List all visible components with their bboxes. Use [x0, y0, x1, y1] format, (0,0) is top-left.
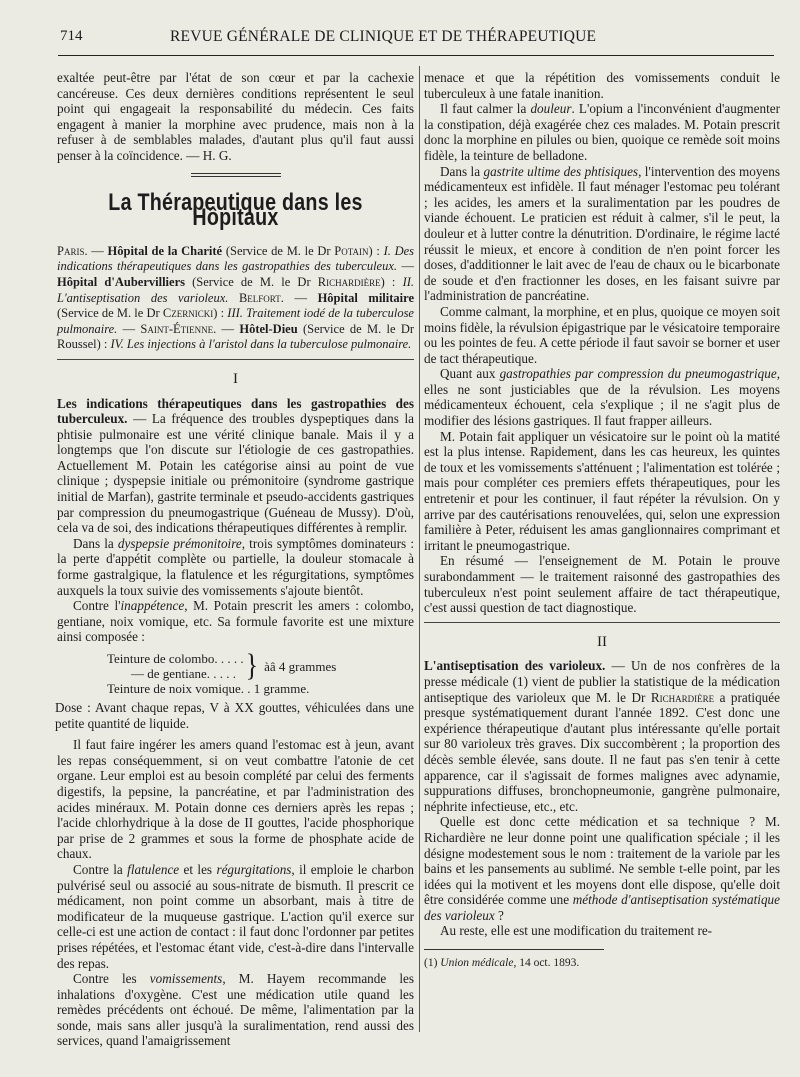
subsection-title-2: L'antiseptisation des varioleux.: [424, 658, 606, 674]
column-divider: [419, 66, 420, 1032]
running-title: REVUE GÉNÉRALE DE CLINIQUE ET DE THÉRAPEUTIQUE: [170, 28, 597, 45]
r8-text-b: a pratiquée presque systématiquement durant l'année 1892. C'est donc une expérience thérapeutique d'autant plus intéressante qu'elle portait sur 80 varioleux très graves. Dix succombèrent ; la proportion des décès semble élevée, sans doute. Il ne faut pas s'en tenir à cette apparence, car il s'agissait de formes malignes avec adynamie, suppurations diffuses, bronchopneumonie, gangrène pulmonaire, néphrite infectieuse, etc., etc.: [424, 689, 780, 814]
p3-text-a: Contre l': [73, 598, 121, 614]
paragraph-4: Il faut faire ingérer les amers quand l'estomac est à jeun, avant les repas conséquemment, si on veut combattre l'atonie de cet organe. Leur emploi est au besoin complété par celui des ferments digestifs, la pepsine, la pancréatine, et par l'administration des acides minéraux. M. Potain donne ces derniers après les repas ; l'acide chlorhydrique à la dose de II gouttes, l'acide phosphorique par prise de 2 grammes et sous la forme de phosphate acide de chaux.: [57, 737, 414, 862]
p2-text-b: , trois symptômes dominateurs : la perte d'appétit complète ou partielle, la douleur stomacale à forme gastralgique, la flatulence et les régurgitations, symptômes auxquels la toux suivie des vomissements s'ajoute bientôt.: [57, 535, 414, 598]
summary-item-4: IV. Les injections à l'aristol dans la tuberculose pulmonaire.: [110, 337, 412, 352]
p5-text-a: Contre la: [73, 861, 128, 877]
hospital-summary: Paris. — Hôpital de la Charité (Service de M. le Dr Potain) : I. Des indications thérapeutiques dans les gastropathies des tuberculeux. — Hôpital d'Aubervilliers (Service de M. le Dr Richardière) : II. L'antiseptisation des varioleux. Belfort. — Hôpital militaire (Service de M. le Dr Czernicki) : III. Traitement iodé de la tuberculose pulmonaire. — Saint-Étienne. — Hôtel-Dieu (Service de M. le Dr Roussel) : IV. Les injections à l'aristol dans la tuberculose pulmonaire.: [57, 243, 415, 352]
footnote-date: , 14 oct. 1893.: [513, 957, 580, 970]
r3-text-a: Dans la: [440, 163, 484, 179]
paragraph-2: [57, 536, 414, 598]
footnote: [424, 956, 780, 972]
page-header: [60, 26, 772, 52]
p2-text-a: Dans la: [73, 535, 118, 551]
subsection-title-1: Les indications thérapeutiques dans les gastropathies des tuberculeux.: [57, 395, 414, 427]
footnote-rule: [424, 949, 604, 950]
service-militaire: (Service de M. le Dr: [57, 306, 160, 321]
brace-icon: }: [245, 648, 259, 683]
right-paragraph-4: Comme calmant, la morphine, et en plus, quoique ce moyen soit moins fidèle, la révulsion épigastrique par le vésicatoire temporaire ou les pointes de feu. A cette période il faut savoir se borner et user de tact thérapeutique.: [424, 303, 780, 366]
summary-item-2: II. L'antiseptisation des varioleux.: [57, 274, 415, 305]
r9-text-b: ?: [494, 907, 504, 923]
p5-text-m: et les: [179, 861, 217, 877]
footnote-source: Union médicale: [440, 957, 514, 970]
right-paragraph-1: menace et que la répétition des vomissements conduit le tuberculeux à une fatale inanition.: [424, 70, 780, 101]
paragraph-6: [57, 971, 414, 1049]
hospital-aubervilliers: Hôpital d'Aubervilliers: [57, 274, 185, 289]
formula-dose-note: Dose : Avant chaque repas, V à XX gouttes, véhiculées dans une petite quantité de liquide.: [55, 700, 414, 731]
city-belfort: Belfort.: [238, 290, 284, 305]
hospital-charite: Hôpital de la Charité: [107, 243, 223, 258]
p6-italic: vomissements: [149, 971, 223, 987]
section-number-1: I: [233, 370, 238, 387]
section-number-2: II: [597, 633, 607, 650]
r3-text-b: , l'intervention des moyens médicamenteux est infidèle. Il faut ménager l'estomac peu tolérant ; les acides, les amers et la suralimentation par les poudres de viande échouent. Le praticien est réduit à calmer, s'il le peut, la douleur et à lutter contre la dénutrition. D'ordinaire, le régime lacté réussit le mieux, et encore à condition de n'en point forcer les doses, d'additionner le lait avec de l'eau de chaux ou le bicarbonate de soude et d'en fractionner les doses, en les faisant suivre par l'administration de pancréatine.: [424, 163, 780, 304]
right-section-rule: [424, 622, 780, 623]
right-column: [424, 70, 780, 972]
p3-italic: inappétence: [120, 598, 185, 614]
hospital-militaire: Hôpital militaire: [317, 290, 415, 305]
right-paragraph-3: [424, 164, 780, 304]
summary-rule: [57, 359, 414, 360]
r2-text-a: Il faut calmer la: [440, 101, 531, 117]
footnote-number: (1): [424, 957, 438, 970]
prescription-formula: [107, 648, 414, 696]
formula-line-1: Teinture de colombo. . . . .: [107, 651, 244, 666]
paragraph-1-text: — La fréquence des troubles dyspeptiques dans la phtisie pulmonaire est une vérité clinique banale. Mais il y a longtemps que l'on discute sur l'étiologie de ces gastropathies. Actuellement M. Potain les catégorise ainsi au point de vue clinique ; dyspepsie initiale ou prémonitoire (syndrome gastrique initial de Marfan), gastrite terminale et pseudo-accidents gastriques par compression du pneumogastrique (Guéneau de Mussy). D'où, cela va de soi, des indications thérapeutiques différentes à remplir.: [57, 411, 414, 536]
intro-paragraph: exaltée peut-être par l'état de son cœur et par la cachexie cancéreuse. Ces deux dernières conditions représentent le seul point qui engageait la responsabilité du médecin. Ces faits engagent à manier la morphine avec prudence, mais non à la refuser à de semblables malades, d'autant plus qu'il faut aussi penser à la coïncidence. — H. G.: [57, 70, 414, 163]
double-rule: [191, 173, 281, 177]
p3-text-b: , M. Potain prescrit les amers : colombo, gentiane, noix vomique, etc. Sa formule favorite est une mixture ainsi composée :: [57, 598, 414, 645]
right-paragraph-9: [424, 814, 780, 923]
city-saint-etienne: Saint-Étienne.: [140, 321, 217, 336]
r8-text-a: — Un de nos confrères de la presse médicale (1) vient de publier la statistique de la médication antiseptique des varioleux que M. le Dr: [424, 658, 781, 705]
left-column: [57, 70, 414, 1049]
r3-italic: gastrite ultime des phtisiques: [483, 163, 639, 179]
summary-item-1: I. Des indications thérapeutiques dans les gastropathies des tuberculeux.: [57, 243, 415, 274]
formula-dose: àâ 4 grammes: [264, 658, 337, 674]
p6-text-a: Contre les: [73, 971, 150, 987]
right-paragraph-7: En résumé — l'enseignement de M. Potain le prouve surabondamment — le traitement raisonné des gastropathies des tuberculeux n'est point seulement affaire de tact thérapeutique, c'est aussi question de tact diagnostique.: [424, 553, 780, 616]
p5-italic-2: régurgitations: [216, 861, 292, 877]
doctor-potain: Potain: [334, 243, 369, 258]
formula-group: [107, 648, 414, 683]
r5-italic: gastropathies par compression du pneumogastrique: [499, 366, 777, 382]
r5-text-a: Quant aux: [440, 366, 500, 382]
r5-text-b: , elles ne sont justiciables que de la révulsion. Les moyens médicamenteux échouent, cela s'explique ; il ne s'agit plus de modifier des lésions gastriques. Il faut frapper ailleurs.: [424, 366, 780, 429]
p5-italic-1: flatulence: [127, 861, 180, 877]
r9-text: Quelle est donc cette médication et sa technique ? M. Richardière ne leur donne point une qualification spéciale ; il les désigne modestement sous le nom : traitement de la variole par les bains et les pansements au sublimé. Ne semble t-elle point, par les idées qui la motivent et les moyens dont elle dispose, qu'elle doit être considérée comme une: [424, 814, 780, 908]
right-paragraph-2: [424, 101, 780, 163]
paragraph-3: [57, 598, 414, 645]
p6-text-b: , M. Hayem recommande les inhalations d'oxygène. C'est une médication utile quand les remèdes précédents ont échoué. De même, l'alimentation par la sonde, mais sans aller jusqu'à la suralimentation, rend aussi des services, quand l'amaigrissement: [57, 971, 414, 1049]
formula-line-3: Teinture de noix vomique. . 1 gramme.: [107, 681, 310, 696]
city-paris: Paris.: [57, 243, 88, 258]
right-paragraph-6: M. Potain fait appliquer un vésicatoire sur le point où la matité est la plus intense. Rapidement, dans les cas heureux, les quintes de toux et les vomissements s'atténuent ; l'alimentation est tolérée ; mais pour compléter ces premiers effets thérapeutiques, pour les entretenir et pour les continuer, il faut répéter la révulsion. On y arrive par des cautérisations renouvelées, qui, selon une expression familière à Peter, réduisent les amas ganglionnaires comprimant et irritant le pneumogastrique.: [424, 428, 780, 553]
r8-doctor: Richardière: [650, 689, 715, 705]
header-rule: [58, 55, 774, 56]
service-aubervilliers: (Service de M. le Dr: [192, 274, 311, 289]
doctor-czernicki: Czernicki: [162, 306, 214, 321]
page-number: 714: [60, 28, 83, 44]
service-hotel-dieu: (Service de M. le Dr Roussel) :: [57, 321, 415, 352]
r2-italic: douleur: [530, 101, 572, 117]
section-title: La Thérapeutique dans les Hôpitaux: [108, 188, 363, 232]
paragraph-1: [57, 396, 414, 536]
paragraph-5: [57, 862, 414, 971]
right-paragraph-5: [424, 366, 780, 428]
p2-italic: dyspepsie prémonitoire: [117, 535, 242, 551]
formula-line-2: — de gentiane. . . . .: [131, 666, 237, 681]
service-charite: (Service de M. le Dr: [225, 243, 331, 258]
summary-item-3: III. Traitement iodé de la tuberculose pulmonaire.: [57, 306, 414, 336]
right-paragraph-8: [424, 658, 780, 814]
hospital-hotel-dieu: Hôtel-Dieu: [239, 321, 298, 336]
r2-text-b: . L'opium a l'inconvénient d'augmenter la constipation, déjà exagérée chez ces malades. M. Potain prescrit donc la morphine en pilules ou bien, quoique ce remède soit moins fidèle, la teinture de belladone.: [424, 101, 781, 163]
right-paragraph-10: Au reste, elle est une modification du traitement re-: [440, 923, 713, 939]
p5-text-b: , il emploie le charbon pulvérisé seul ou associé au sous-nitrate de bismuth. Il prescrit ce médicament, non point comme un absorbant, mais à titre de modificateur de la muqueuse gastrique. L'action qu'il exerce sur celle-ci est une action de contact : il faut donc l'ordonner par petites prises répétées, et l'estomac étant vide, c'est-à-dire dans l'intervalle des repas.: [57, 861, 414, 971]
r9-italic: méthode d'antiseptisation systématique des varioleux: [424, 892, 780, 923]
doctor-richardiere: Richardière: [317, 274, 381, 289]
